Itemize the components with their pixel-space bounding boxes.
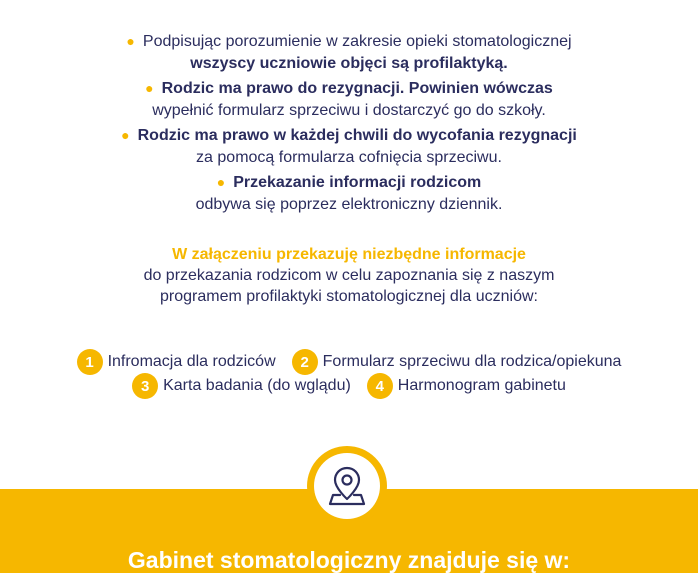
intro-line-3: programem profilaktyki stomatologicznej dla uczniów: — [160, 288, 538, 305]
attachment-label: Formularz sprzeciwu dla rodzica/opiekuna — [322, 353, 622, 370]
bullet-consent: ● Podpisując porozumienie w zakresie opieki stomatologicznej wszyscy uczniowie objęci są profilaktyką. — [126, 33, 572, 72]
number-badge: 4 — [367, 373, 393, 399]
bullet-dot-icon: ● — [216, 174, 226, 190]
attachment-item-3[interactable] — [132, 373, 351, 399]
info-bullets — [0, 30, 698, 216]
bullet-withdrawal: ● Rodzic ma prawo w każdej chwili do wycofania rezygnacji za pomocą formularza cofnięcia sprzeciwu. — [121, 127, 577, 166]
attachments-intro — [0, 244, 698, 307]
location-badge — [307, 446, 387, 526]
attachment-label: Infromacja dla rodziców — [107, 353, 276, 370]
attachment-label: Karta badania (do wglądu) — [163, 377, 351, 394]
number-badge: 2 — [292, 349, 318, 375]
intro-highlight: W załączeniu przekazuję niezbędne informacje — [172, 246, 526, 263]
attachment-item-1[interactable] — [77, 349, 276, 375]
attachment-item-4[interactable] — [367, 373, 566, 399]
attachment-item-2[interactable] — [292, 349, 622, 375]
bullet-resignation: ● Rodzic ma prawo do rezygnacji. Powinien wówczas wypełnić formularz sprzeciwu i dostarczyć go do szkoły. — [145, 80, 553, 119]
bullet-communication: ● Przekazanie informacji rodzicom odbywa się poprzez elektroniczny dziennik. — [195, 174, 503, 213]
number-badge: 3 — [132, 373, 158, 399]
bullet-dot-icon: ● — [145, 80, 154, 96]
location-title: Gabinet stomatologiczny znajduje się w: — [127, 547, 571, 573]
attachments-row-1 — [0, 349, 698, 375]
bullet-dot-icon: ● — [126, 33, 135, 49]
attachments-row-2 — [0, 373, 698, 399]
number-badge: 1 — [77, 349, 103, 375]
bullet-dot-icon: ● — [121, 127, 130, 143]
intro-line-2: do przekazania rodzicom w celu zapoznania się z naszym — [143, 267, 555, 284]
map-pin-icon — [327, 464, 367, 508]
attachment-label: Harmonogram gabinetu — [397, 377, 566, 394]
